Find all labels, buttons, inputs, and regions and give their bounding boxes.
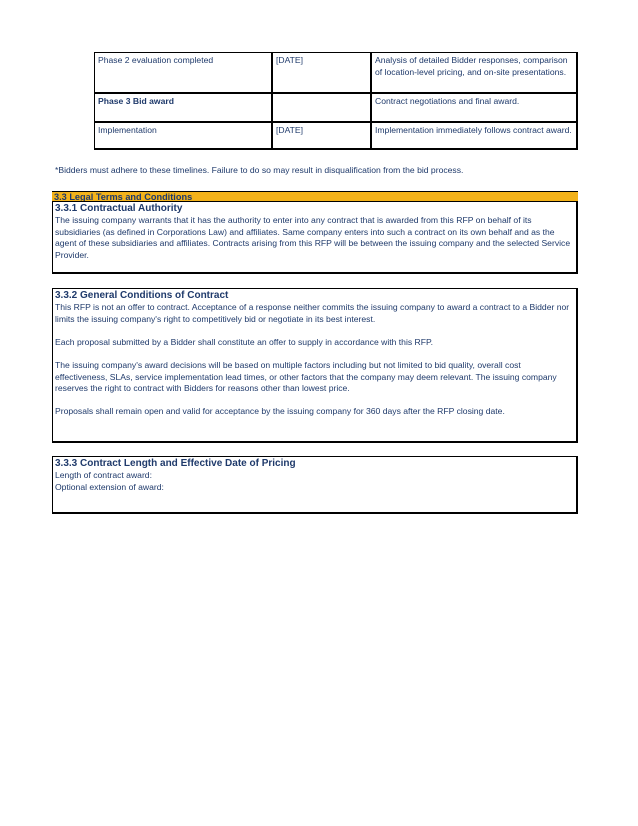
section-heading: 3.3.2 General Conditions of Contract bbox=[55, 290, 229, 301]
contract-length-label: Length of contract award: bbox=[55, 470, 152, 480]
phase-cell: Phase 2 evaluation completed bbox=[95, 53, 273, 94]
section-heading: 3.3.3 Contract Length and Effective Date of Pricing bbox=[55, 458, 296, 469]
table-row bbox=[95, 122, 578, 149]
paragraph: Proposals shall remain open and valid for acceptance by the issuing company for 360 days after the RFP closing date. bbox=[55, 406, 505, 417]
date-cell: [DATE] bbox=[272, 53, 371, 94]
paragraph: Each proposal submitted by a Bidder shall constitute an offer to supply in accordance with this RFP. bbox=[55, 336, 434, 347]
extension-label: Optional extension of award: bbox=[55, 481, 164, 492]
paragraph: The issuing company's award decisions will be based on multiple factors including but not limited to bid quality, overall cost effectiveness, SLAs, service implementation lead times, or other factors that the company may deem relevant. The issuing company reserves the right to contract with Bidders for reasons other than lowest price. bbox=[55, 359, 557, 394]
table-row bbox=[95, 93, 578, 122]
timeline-note: *Bidders must adhere to these timelines. Failure to do so may result in disqualification from the bid process. bbox=[55, 165, 464, 175]
description-cell: Contract negotiations and final award. bbox=[371, 93, 577, 122]
section-title: 3.3 Legal Terms and Conditions bbox=[52, 191, 578, 201]
contract-length-box bbox=[52, 456, 578, 514]
date-cell: [DATE] bbox=[272, 122, 371, 149]
timeline-table bbox=[94, 52, 578, 150]
paragraph: This RFP is not an offer to contract. Acceptance of a response neither commits the issuing company to award a contract to a Bidder nor limits the issuing company's right to competitively bid or negotiate in its best interest. bbox=[55, 302, 570, 324]
table-row bbox=[95, 53, 578, 94]
contractual-authority-box bbox=[52, 201, 578, 274]
section-heading: 3.3.1 Contractual Authority bbox=[55, 203, 183, 214]
phase-cell: Implementation bbox=[95, 122, 273, 149]
general-conditions-box bbox=[52, 288, 578, 443]
date-cell bbox=[272, 93, 371, 122]
description-cell: Analysis of detailed Bidder responses, comparison of location-level pricing, and on-site presentations. bbox=[371, 53, 577, 94]
paragraph: The issuing company warrants that it has the authority to enter into any contract that is awarded from this RFP on behalf of its subsidiaries (as defined in Corporations Law) and affiliates. Same company enters into such a contract on its own behalf and as the agent of these subsidiaries and affiliates. Contracts arising from this RFP will be between the issuing company and the selected Service Provider. bbox=[55, 215, 571, 260]
description-cell: Implementation immediately follows contract award. bbox=[371, 122, 577, 149]
phase-cell: Phase 3 Bid award bbox=[95, 93, 273, 122]
